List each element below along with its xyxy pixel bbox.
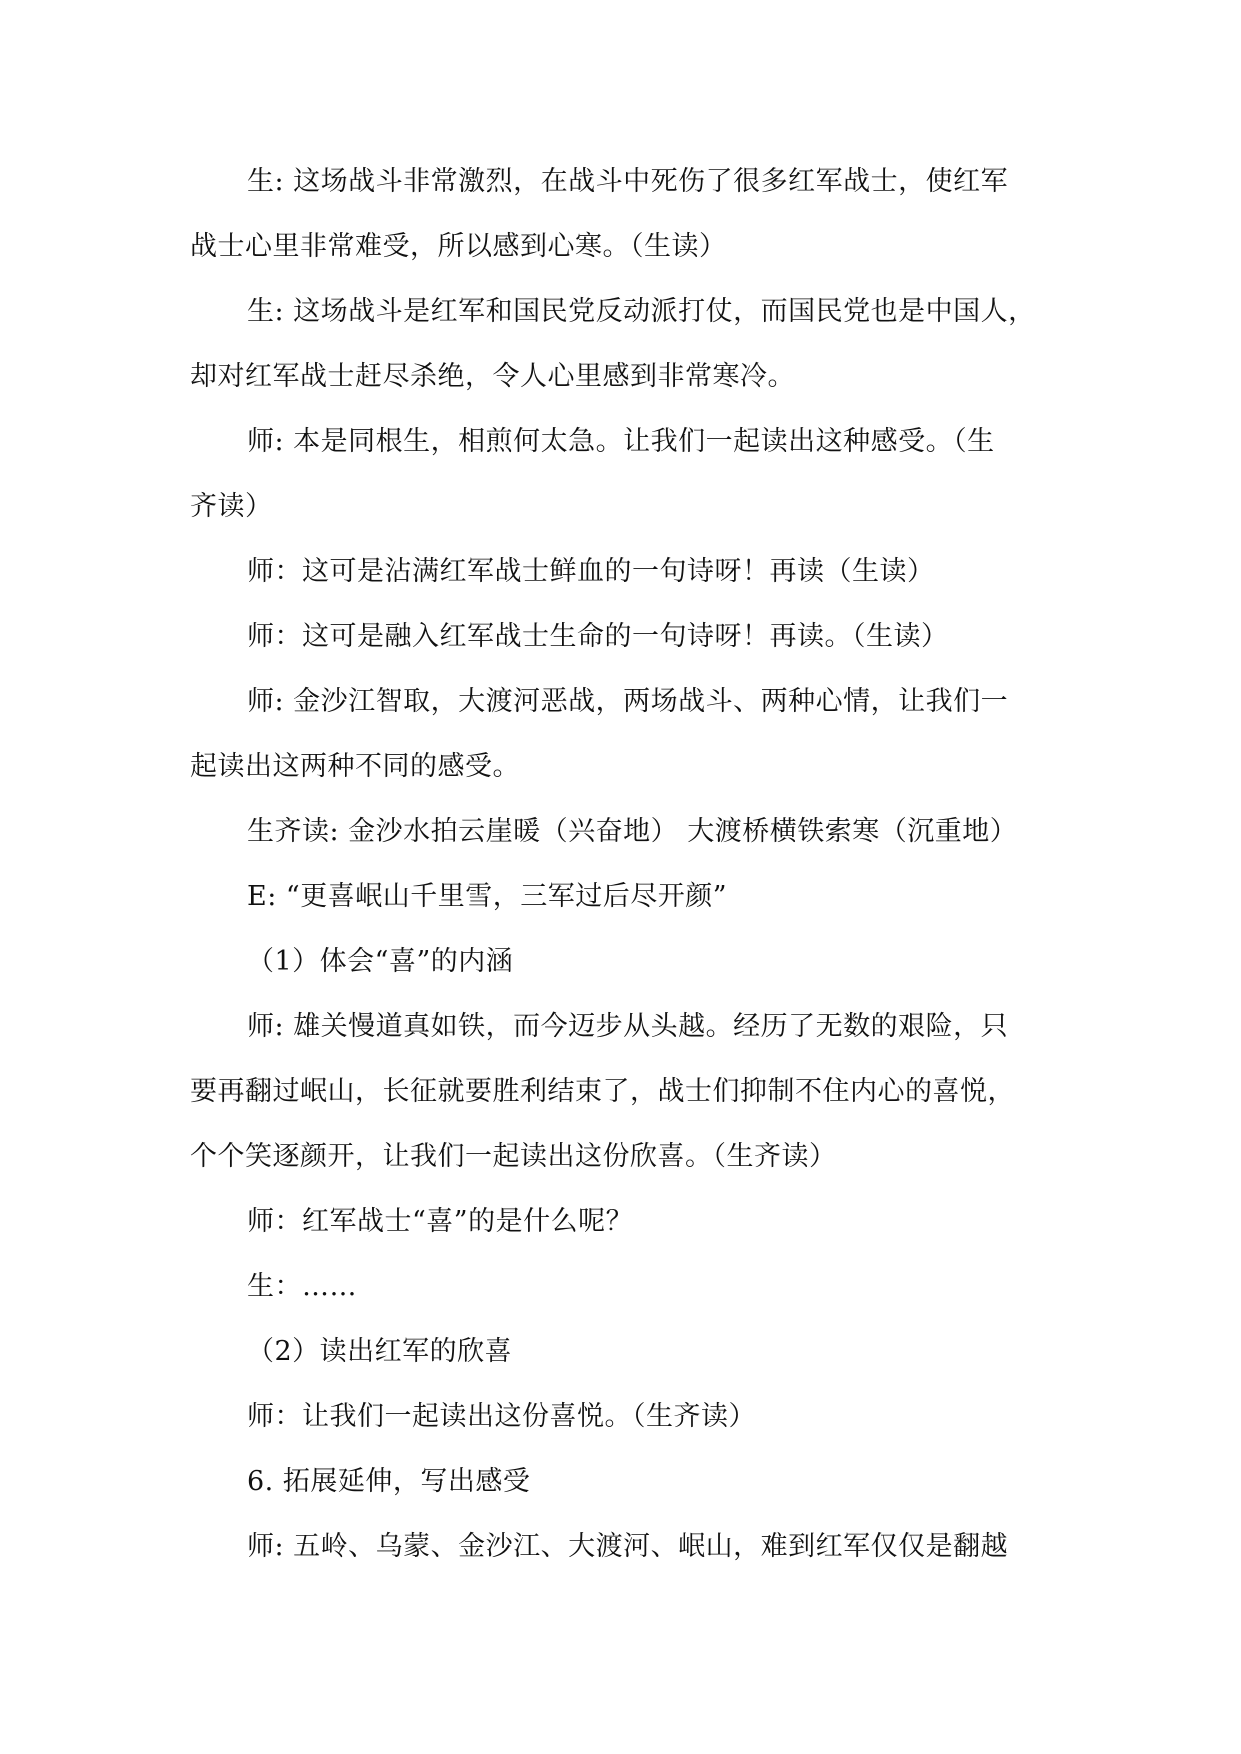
paragraph-line: 生: 这场战斗非常激烈，在战斗中死伤了很多红军战士，使红军 [247,166,1009,197]
paragraph-line: 齐读） [190,491,273,522]
paragraph-line: 起读出这两种不同的感受。 [190,751,520,782]
paragraph-line: 师: 雄关慢道真如铁，而今迈步从头越。经历了无数的艰险，只 [247,1011,1009,1042]
section-heading: 6. 拓展延伸，写出感受 [247,1466,531,1497]
section-heading: E: “更喜岷山千里雪，三军过后尽开颜” [247,881,727,912]
paragraph-line: 生: 这场战斗是红军和国民党反动派打仗，而国民党也是中国人， [247,296,1036,327]
paragraph-line: 师: 五岭、乌蒙、金沙江、大渡河、岷山，难到红军仅仅是翻越 [247,1531,1009,1562]
paragraph-line: 战士心里非常难受，所以感到心寒。（生读） [190,231,727,262]
paragraph-line: 师：这可是融入红军战士生命的一句诗呀！再读。（生读） [247,621,949,652]
subsection-heading: （2）读出红军的欣喜 [247,1336,513,1367]
paragraph-line: 师：这可是沾满红军战士鲜血的一句诗呀！再读（生读） [247,556,935,587]
paragraph-line: 生：…… [247,1271,357,1302]
paragraph-line: 师：让我们一起读出这份喜悦。（生齐读） [247,1401,756,1432]
subsection-heading: （1）体会“喜”的内涵 [247,946,514,977]
paragraph-line: 师：红军战士“喜”的是什么呢？ [247,1206,634,1237]
paragraph-line: 要再翻过岷山，长征就要胜利结束了，战士们抑制不住内心的喜悦， [190,1076,1015,1107]
paragraph-line: 个个笑逐颜开，让我们一起读出这份欣喜。（生齐读） [190,1141,837,1172]
paragraph-line: 却对红军战士赶尽杀绝，令人心里感到非常寒冷。 [190,361,795,392]
paragraph-line: 师: 本是同根生，相煎何太急。让我们一起读出这种感受。（生 [247,426,995,457]
paragraph-line: 生齐读: 金沙水拍云崖暖（兴奋地） 大渡桥横铁索寒（沉重地） [247,816,1018,847]
paragraph-line: 师: 金沙江智取，大渡河恶战，两场战斗、两种心情，让我们一 [247,686,1009,717]
